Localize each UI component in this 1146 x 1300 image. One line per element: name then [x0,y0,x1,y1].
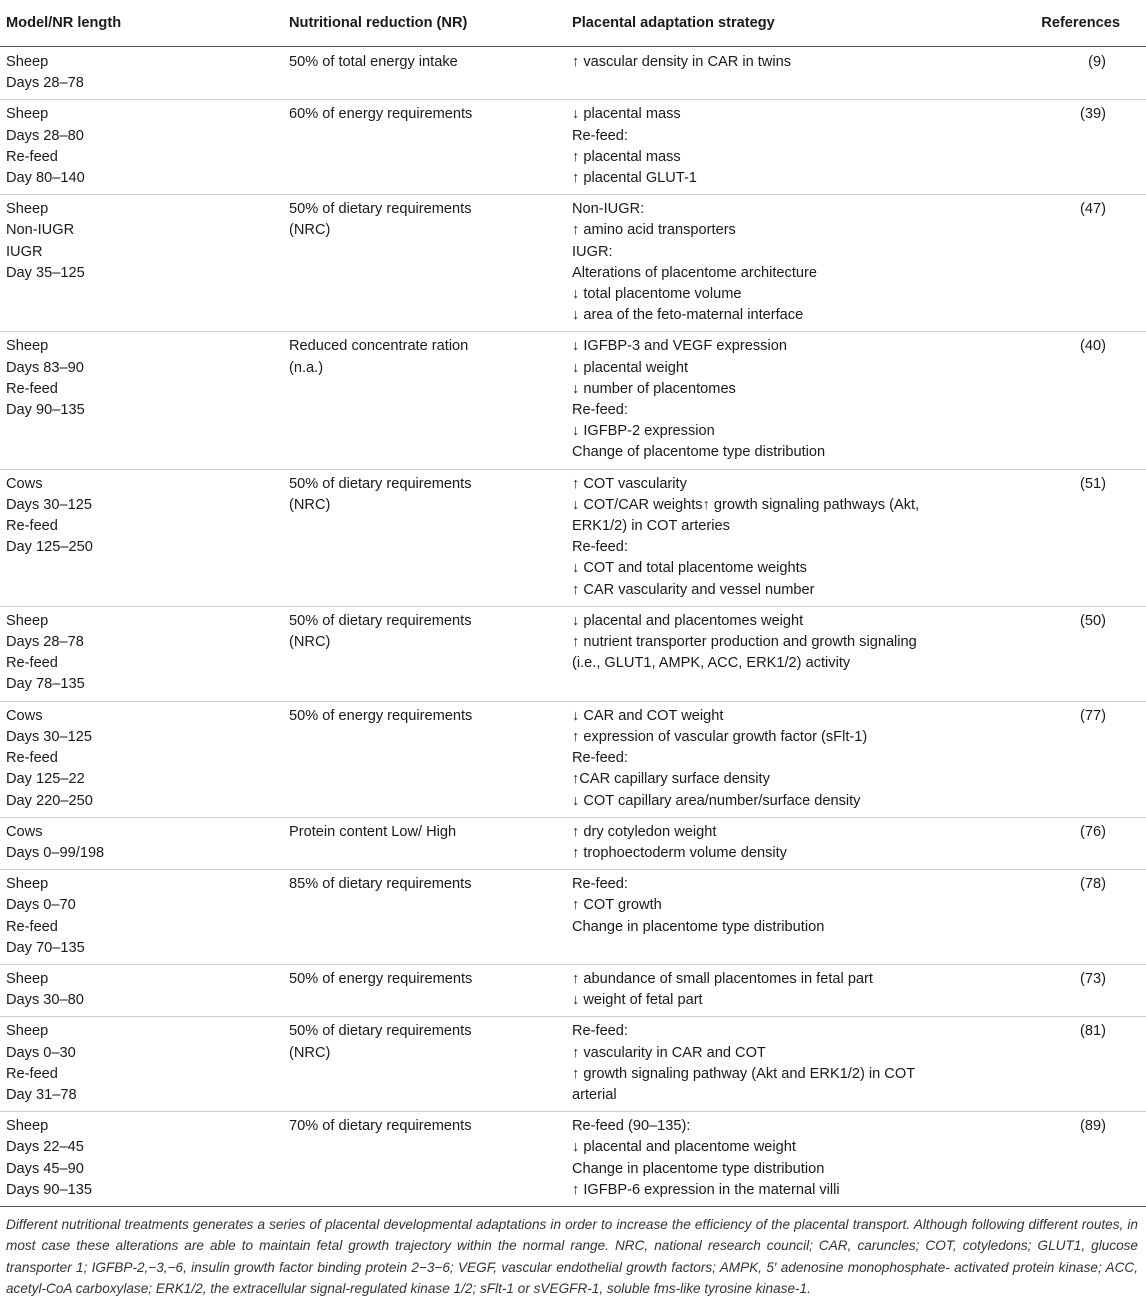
model-cell [0,1112,283,1207]
header-references: References [1016,0,1146,47]
adaptation-strategy-cell [566,870,1016,965]
model-cell-line: Days 90–135 [6,1181,93,1198]
table-row [0,47,1146,100]
adaptation-strategy-cell-line: Re-feed: [572,876,628,893]
adaptation-strategy-cell-line: ↑ abundance of small placentomes in fetal part [572,970,873,987]
model-cell [0,100,283,195]
adaptation-strategy-cell-line: Re-feed: [572,1023,628,1040]
nutritional-reduction-cell [283,964,566,1016]
adaptation-strategy-cell-line: ↑ amino acid transporters [572,222,736,239]
model-cell-line: Day 78–135 [6,676,85,693]
reference-cell: (9) [1016,47,1146,100]
model-cell-line: Day 220–250 [6,792,93,809]
adaptation-strategy-cell [566,817,1016,869]
model-cell-line: Re-feed [6,1065,58,1082]
adaptation-strategy-cell [566,47,1016,100]
reference-cell: (76) [1016,817,1146,869]
model-cell-line: Sheep [6,970,49,987]
table-row [0,606,1146,701]
model-cell [0,195,283,332]
model-cell-line: Non-IUGR [6,222,75,239]
adaptation-strategy-cell-line: ↓ IGFBP-3 and VEGF expression [572,338,787,355]
model-cell-line: IUGR [6,243,43,260]
adaptation-strategy-cell-line: ↑ expression of vascular growth factor (sFlt-1) [572,728,868,745]
adaptation-strategy-cell-line: ↓ CAR and COT weight [572,707,724,724]
adaptation-strategy-cell-line: Re-feed: [572,539,628,556]
adaptation-strategy-cell-line: ↑ growth signaling pathway (Akt and ERK1/2) in COT [572,1065,916,1082]
model-cell-line: Days 0–70 [6,897,76,914]
adaptation-strategy-cell-line: Alterations of placentome architecture [572,264,817,281]
nutritional-reduction-cell-line: 50% of dietary requirements [289,1023,472,1040]
adaptation-strategy-cell-line: ↑ COT growth [572,897,662,914]
adaptation-strategy-cell-line: ↑ vascular density in CAR in twins [572,54,791,70]
model-cell-line: Day 35–125 [6,264,85,281]
adaptation-strategy-cell-line: ↑ COT vascularity [572,475,687,492]
model-cell [0,332,283,469]
adaptation-strategy-cell [566,469,1016,606]
reference-cell: (40) [1016,332,1146,469]
adaptation-strategy-cell [566,195,1016,332]
nutritional-reduction-cell-line: 50% of dietary requirements [289,201,472,218]
nutritional-reduction-cell-line: (NRC) [289,634,331,651]
nutritional-reduction-cell [283,817,566,869]
nutritional-reduction-cell-line: (NRC) [289,1044,331,1061]
table-row [0,1112,1146,1207]
model-cell [0,1017,283,1112]
adaptation-strategy-cell [566,964,1016,1016]
nutritional-reduction-cell-line: 50% of dietary requirements [289,475,472,492]
model-cell-line: Days 30–125 [6,496,93,513]
table-header-row [0,0,1146,47]
model-cell-line: Days 22–45 [6,1139,84,1156]
model-cell-line: Days 30–80 [6,992,84,1009]
model-cell-line: Days 45–90 [6,1160,84,1177]
nutritional-reduction-cell-line: (NRC) [289,496,331,513]
model-cell-line: Days 28–78 [6,634,84,651]
model-cell [0,469,283,606]
adaptation-strategy-cell-line: ↓ IGFBP-2 expression [572,423,715,440]
model-cell [0,870,283,965]
model-cell-line: Re-feed [6,380,58,397]
adaptation-strategy-cell-line: Change in placentome type distribution [572,1160,825,1177]
reference-cell: (39) [1016,100,1146,195]
reference-cell: (78) [1016,870,1146,965]
adaptation-strategy-cell-line: Change of placentome type distribution [572,444,826,461]
adaptation-strategy-cell-line: ↑ CAR vascularity and vessel number [572,581,815,598]
table-row [0,1017,1146,1112]
header-model: Model/NR length [0,0,283,47]
adaptation-strategy-cell-line: ↓ placental and placentome weight [572,1139,796,1156]
model-cell-line: Cows [6,823,43,840]
reference-cell: (47) [1016,195,1146,332]
adaptation-strategy-cell-line: (i.e., GLUT1, AMPK, ACC, ERK1/2) activity [572,655,851,672]
adaptation-strategy-cell-line: ↑ placental mass [572,148,681,165]
table-row [0,964,1146,1016]
header-nutritional-reduction: Nutritional reduction (NR) [283,0,566,47]
adaptation-strategy-cell-line: ↓ weight of fetal part [572,992,703,1009]
adaptation-strategy-cell [566,701,1016,817]
table-row [0,701,1146,817]
nutritional-reduction-cell [283,1017,566,1112]
model-cell-line: Re-feed [6,918,58,935]
adaptation-strategy-cell-line: ↑CAR capillary surface density [572,771,770,788]
nutritional-reduction-cell [283,100,566,195]
nutritional-reduction-cell [283,870,566,965]
adaptation-strategy-cell [566,1017,1016,1112]
table-row [0,195,1146,332]
reference-cell: (81) [1016,1017,1146,1112]
adaptation-strategy-cell [566,606,1016,701]
adaptation-strategy-cell-line: Re-feed: [572,750,628,767]
adaptation-strategy-cell-line: ↓ COT capillary area/number/surface density [572,792,861,809]
model-cell-line: Sheep [6,54,49,70]
model-cell-line: Sheep [6,338,49,355]
adaptation-strategy-cell-line: ↑ IGFBP-6 expression in the maternal villi [572,1181,840,1198]
adaptation-strategy-cell-line: IUGR: [572,243,613,260]
nutritional-reduction-cell [283,195,566,332]
nutritional-reduction-cell-line: 50% of energy requirements [289,970,473,987]
nutritional-reduction-cell [283,332,566,469]
nutritional-reduction-cell-line: 50% of energy requirements [289,707,473,724]
model-cell-line: Cows [6,475,43,492]
nutritional-reduction-cell-line: 70% of dietary requirements [289,1118,472,1135]
table-row [0,817,1146,869]
adaptation-strategy-cell [566,332,1016,469]
model-cell-line: Re-feed [6,655,58,672]
model-cell-line: Sheep [6,876,49,893]
model-cell [0,964,283,1016]
nutritional-reduction-cell-line: 50% of total energy intake [289,54,458,70]
adaptation-strategy-cell-line: Change in placentome type distribution [572,918,825,935]
model-cell-line: Sheep [6,201,49,218]
adaptation-strategy-cell-line: ↓ placental weight [572,359,689,376]
nutritional-reduction-cell-line: 60% of energy requirements [289,106,473,123]
nutritional-reduction-cell-line: Reduced concentrate ration [289,338,469,355]
adaptation-strategy-cell-line: ↓ area of the feto-maternal interface [572,307,804,324]
model-cell-line: Day 125–22 [6,771,85,788]
adaptation-strategy-cell-line: ↑ trophoectoderm volume density [572,844,787,861]
reference-cell: (77) [1016,701,1146,817]
adaptation-strategy-cell-line: Re-feed: [572,402,628,419]
adaptation-strategy-cell-line: ↓ placental and placentomes weight [572,612,804,629]
adaptation-strategy-cell-line: ↓ COT/CAR weights↑ growth signaling pathways (Akt, [572,496,920,513]
model-cell [0,701,283,817]
reference-cell: (50) [1016,606,1146,701]
header-placental-strategy: Placental adaptation strategy [566,0,1016,47]
table-row [0,100,1146,195]
model-cell-line: Sheep [6,1023,49,1040]
nutritional-reduction-cell [283,606,566,701]
adaptation-strategy-cell-line: ↑ nutrient transporter production and growth signaling [572,634,917,651]
adaptation-strategy-cell [566,1112,1016,1207]
model-cell-line: Day 70–135 [6,939,85,956]
table-row [0,469,1146,606]
adaptation-strategy-cell-line: arterial [572,1086,617,1103]
nutritional-reduction-cell-line: (n.a.) [289,359,324,376]
table-row [0,332,1146,469]
adaptation-strategy-cell-line: ↑ placental GLUT-1 [572,170,697,187]
nutritional-reduction-cell [283,701,566,817]
model-cell [0,606,283,701]
adaptation-strategy-cell-line: ↓ placental mass [572,106,681,123]
adaptation-strategy-cell-line: Re-feed (90–135): [572,1118,691,1135]
model-cell-line: Days 30–125 [6,728,93,745]
reference-cell: (89) [1016,1112,1146,1207]
nutritional-reduction-cell-line: 50% of dietary requirements [289,612,472,629]
adaptation-strategy-cell-line: Non-IUGR: [572,201,645,218]
model-cell-line: Re-feed [6,750,58,767]
adaptation-strategy-cell-line: Re-feed: [572,127,628,144]
reference-cell: (51) [1016,469,1146,606]
model-cell-line: Days 0–30 [6,1044,76,1061]
model-cell-line: Day 125–250 [6,539,93,556]
nutritional-reduction-cell-line: 85% of dietary requirements [289,876,472,893]
adaptation-strategy-cell-line: ↑ dry cotyledon weight [572,823,717,840]
model-cell-line: Sheep [6,1118,49,1135]
model-cell [0,47,283,100]
reference-cell: (73) [1016,964,1146,1016]
nutritional-reduction-cell [283,47,566,100]
model-cell-line: Days 28–78 [6,75,84,92]
adaptation-strategy-cell-line: ↑ vascularity in CAR and COT [572,1044,766,1061]
adaptation-strategy-cell-line: ERK1/2) in COT arteries [572,518,730,535]
model-cell-line: Sheep [6,106,49,123]
nutritional-reduction-cell [283,1112,566,1207]
nutritional-reduction-cell-line: Protein content Low/ High [289,823,457,840]
adaptation-strategy-cell-line: ↓ total placentome volume [572,286,742,303]
model-cell-line: Days 28–80 [6,127,84,144]
model-cell [0,817,283,869]
model-cell-line: Sheep [6,612,49,629]
model-cell-line: Day 31–78 [6,1086,77,1103]
model-cell-line: Days 0–99/198 [6,844,105,861]
nutritional-reduction-cell-line: (NRC) [289,222,331,239]
adaptation-strategy-cell-line: ↓ COT and total placentome weights [572,560,807,577]
table-row [0,870,1146,965]
adaptation-strategy-cell-line: ↓ number of placentomes [572,380,736,397]
model-cell-line: Re-feed [6,148,58,165]
adaptation-strategy-cell [566,100,1016,195]
model-cell-line: Days 83–90 [6,359,84,376]
model-cell-line: Day 90–135 [6,402,85,419]
model-cell-line: Re-feed [6,518,58,535]
table-caption: Different nutritional treatments generates a series of placental developmental adaptations in order to increase the efficiency of the placental transport. Although following different routes, in most case these alterations are able to maintain fetal growth trajectory within the normal range. NRC, national research council; CAR, caruncles; COT, cotyledons; GLUT1, glucose transporter 1; IGFBP-2,−3,−6, insulin growth factor binding protein 2−3−6; VEGF, vascular endothelial growth factors; AMPK, 5′ adenosine monophosphate- activated protein kinase; ACC, acetyl-CoA carboxylase; ERK1/2, the extracellular signal-regulated kinase 1/2; sFlt-1 or sVEGFR-1, soluble fms-like tyrosine kinase-1. [6,1216,1138,1297]
nutritional-reduction-cell [283,469,566,606]
model-cell-line: Day 80–140 [6,170,85,187]
model-cell-line: Cows [6,707,43,724]
